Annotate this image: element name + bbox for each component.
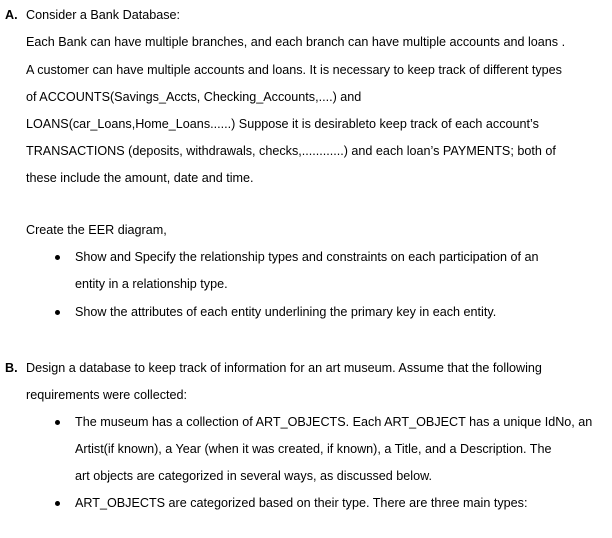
bullet-dot-icon: [55, 501, 60, 506]
section-a-paragraph-line: A customer can have multiple accounts and loans. It is necessary to keep track of different types: [26, 63, 562, 77]
section-a-paragraph-line: Each Bank can have multiple branches, and each branch can have multiple accounts and loans .: [26, 35, 566, 49]
section-a-heading: Consider a Bank Database:: [26, 8, 181, 22]
section-a-label: A.: [5, 8, 18, 22]
section-a-bullet-line: Show and Specify the relationship types and constraints on each participation of an: [75, 250, 539, 264]
section-b-bullet-line: The museum has a collection of ART_OBJECTS. Each ART_OBJECT has a unique IdNo, an: [75, 415, 593, 429]
section-b-heading-line: Design a database to keep track of information for an art museum. Assume that the following: [26, 361, 542, 375]
section-a-paragraph-line: TRANSACTIONS (deposits, withdrawals, checks,............) and each loan’s PAYMENTS; both of: [26, 144, 556, 158]
section-a-paragraph-line: of ACCOUNTS(Savings_Accts, Checking_Accounts,....) and: [26, 90, 362, 104]
section-a-bullet-line: Show the attributes of each entity underlining the primary key in each entity.: [75, 305, 497, 319]
bullet-dot-icon: [55, 420, 60, 425]
section-a-paragraph-line: these include the amount, date and time.: [26, 171, 254, 185]
section-a-paragraph-line: LOANS(car_Loans,Home_Loans......) Suppose it is desirableto keep track of each account’s: [26, 117, 539, 131]
bullet-dot-icon: [55, 255, 60, 260]
section-b-bullet-line: Artist(if known), a Year (when it was created, if known), a Title, and a Description. The: [75, 442, 552, 456]
section-b-bullet-line: art objects are categorized in several ways, as discussed below.: [75, 469, 433, 483]
section-b-heading-line: requirements were collected:: [26, 388, 187, 402]
bullet-dot-icon: [55, 310, 60, 315]
section-a-bullet-line: entity in a relationship type.: [75, 277, 228, 291]
section-b-label: B.: [5, 361, 18, 375]
section-a-task: Create the EER diagram,: [26, 223, 167, 237]
section-b-bullet-line: ART_OBJECTS are categorized based on their type. There are three main types:: [75, 496, 528, 510]
